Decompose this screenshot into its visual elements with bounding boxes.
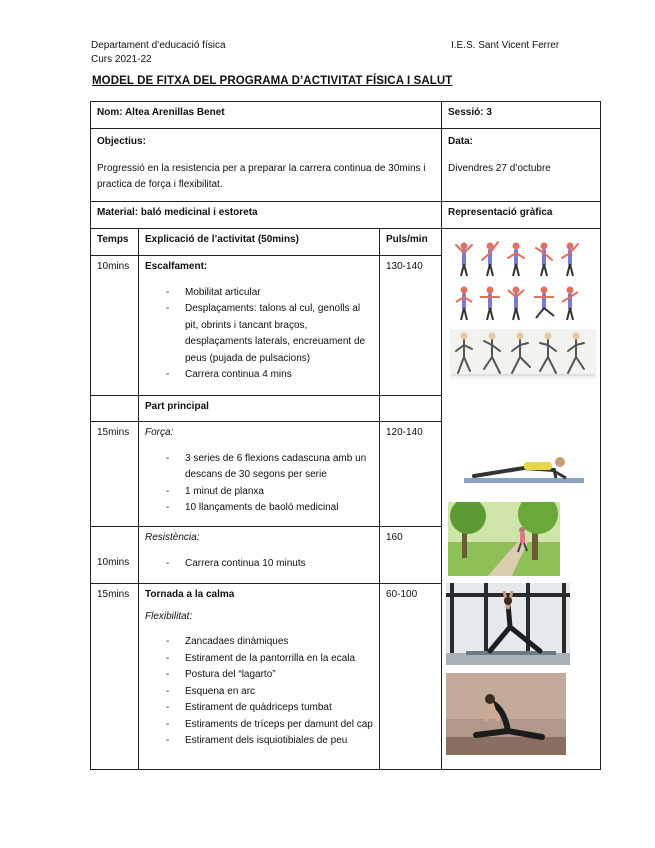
col-explanation-header: Explicació de l’activitat (50mins) — [139, 229, 380, 256]
session-number: Sessió: 3 — [448, 107, 492, 118]
warmup-title: Escalfament: — [145, 261, 208, 272]
col-pulse-header: Puls/min — [380, 229, 442, 256]
strength-list — [145, 451, 373, 517]
back-arch-stretch-photo — [446, 673, 566, 755]
list-item: - 10 llançaments de baoló medicinal — [145, 500, 373, 517]
endurance-list — [145, 556, 373, 573]
flexibility-subtitle: Flexibilitat: — [145, 610, 193, 622]
list-item: - Estirament de la pantorrilla en la ecala — [145, 651, 373, 668]
main-part-title: Part principal — [139, 396, 380, 422]
strength-pulse: 120-140 — [380, 422, 442, 527]
graphics-cell — [442, 229, 601, 770]
department-label: Departament d’educació física — [91, 40, 226, 51]
col-time-header: Temps — [91, 229, 139, 256]
warmup-pulse: 130-140 — [380, 256, 442, 396]
date-value: Divendres 27 d’octubre — [448, 162, 551, 174]
cooldown-list — [145, 634, 373, 750]
list-item: - 1 minut de planxa — [145, 484, 373, 501]
strength-time: 15mins — [91, 422, 139, 527]
cooldown-time: 15mins — [91, 584, 139, 770]
document-title: MODEL DE FITXA DEL PROGRAMA D’ACTIVITAT FÍSICA I SALUT — [92, 75, 453, 87]
endurance-time: 10mins — [91, 527, 139, 584]
list-item: - Postura del “lagarto” — [145, 667, 373, 684]
material-label: Material: baló medicinal i estoreta — [97, 207, 258, 218]
objectives-label: Objectius: — [97, 136, 146, 147]
list-item: - Carrera continua 4 mins — [145, 367, 373, 384]
course-label: Curs 2021-22 — [91, 54, 152, 65]
list-item: - Estirament dels isquiotibiales de peu — [145, 733, 373, 750]
list-item: - Estirament de quàdriceps tumbat — [145, 700, 373, 717]
plank-illustration — [464, 454, 584, 486]
endurance-pulse: 160 — [380, 527, 442, 584]
graphic-label: Representació gràfica — [448, 207, 553, 218]
endurance-title: Resistència: — [145, 532, 200, 543]
running-park-photo — [448, 502, 560, 576]
list-item: - Zancadaes dinàmiques — [145, 634, 373, 651]
list-item: - Estiraments de tríceps per damunt del cap — [145, 717, 373, 734]
warmup-list — [145, 285, 373, 384]
list-item: - 3 series de 6 flexions cadascuna amb un descans de 30 segons per serie — [145, 451, 373, 484]
list-item: - Desplaçaments: talons al cul, genolls al pit, obrints i tancant braços, desplaçaments laterals, encreuament de peus (pujada de pulsacions) — [145, 301, 373, 367]
school-label: I.E.S. Sant Vicent Ferrer — [451, 40, 560, 51]
cooldown-pulse: 60-100 — [380, 584, 442, 770]
student-name: Nom: Altea Arenillas Benet — [97, 107, 225, 118]
activity-sheet-table — [90, 101, 601, 770]
joint-mobility-illustration — [450, 236, 596, 324]
list-item: - Carrera continua 10 minuts — [145, 556, 373, 573]
list-item: - Mobilitat articular — [145, 285, 373, 302]
objectives-text: Progressió en la resistencia per a preparar la carrera continua de 30mins i practica de força i flexibilitat. — [97, 162, 426, 190]
lunge-stretch-photo — [446, 583, 570, 665]
list-item: - Esquena en arc — [145, 684, 373, 701]
cooldown-title: Tornada a la calma — [145, 589, 235, 600]
strength-title: Força: — [145, 427, 174, 438]
date-label: Data: — [448, 136, 474, 147]
running-drills-illustration — [450, 329, 596, 379]
warmup-time: 10mins — [91, 256, 139, 396]
